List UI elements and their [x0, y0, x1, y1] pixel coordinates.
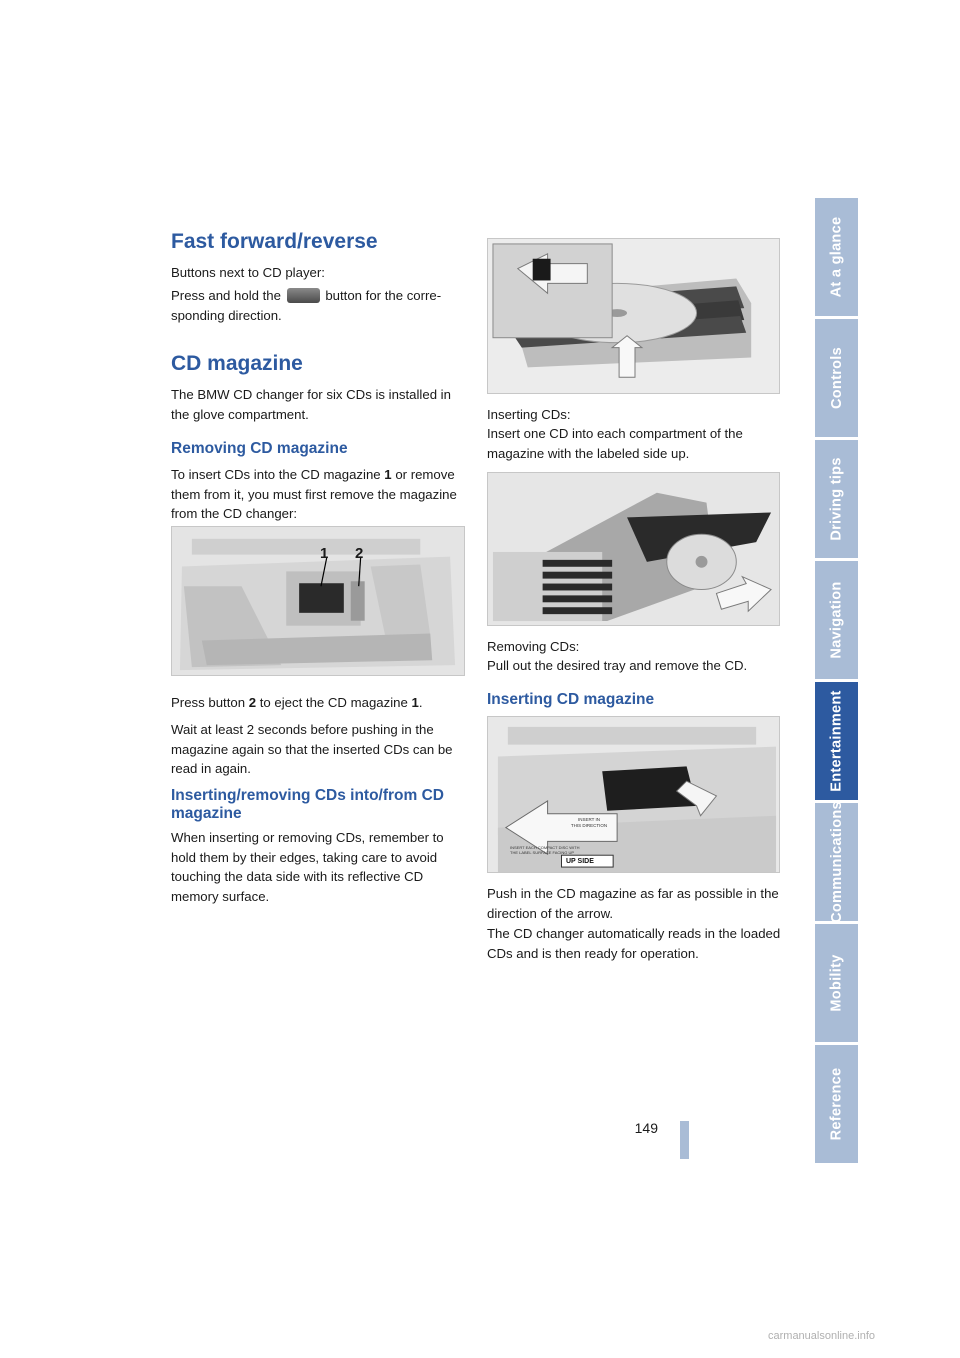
tab-label: Mobility: [828, 954, 845, 1012]
tab-mobility[interactable]: [815, 924, 858, 1042]
fig-label-2: 2: [355, 545, 364, 562]
heading-inserting-magazine: Inserting CD magazine: [487, 691, 655, 708]
tab-label: At a glance: [828, 216, 845, 298]
figure-glove-compartment: [171, 526, 465, 676]
press-text-b: button for the corre-sponding direction.: [171, 288, 442, 323]
inserting-cds-body: Insert one CD into each compartment of the magazine with the labeled side up.: [487, 426, 743, 461]
paragraph-edges: When inserting or removing CDs, remember to hold them by their edges, taking care to avoid touching the data side with its reflective CD memory surface.: [171, 830, 444, 904]
removing-cds-title: Removing CDs:: [487, 639, 580, 654]
fig-label-1: 1: [320, 545, 329, 562]
text: .: [418, 695, 423, 710]
label-line: THE LABEL SURFACE FACING UP: [510, 850, 575, 855]
figure-inserting-magazine: [487, 716, 780, 873]
paragraph-eject: [171, 693, 465, 713]
tab-label: Navigation: [828, 581, 845, 659]
tab-navigation[interactable]: [815, 561, 858, 679]
ref-number: 1: [384, 467, 392, 482]
text: Press button: [171, 695, 246, 710]
tab-entertainment[interactable]: [815, 682, 858, 800]
glove-compartment-illustration: [172, 527, 464, 675]
inserting-cds-illustration: [488, 239, 779, 393]
paragraph-auto-read: The CD changer automatically reads in the loaded CDs and is then ready for operation.: [487, 926, 781, 961]
upside-label: UP SIDE: [566, 858, 594, 865]
heading-cd-magazine: CD magazine: [171, 352, 303, 375]
seek-button-icon: [287, 288, 320, 303]
removing-cds-body: Pull out the desired tray and remove the CD.: [487, 658, 748, 673]
tab-label: Communications: [828, 801, 845, 923]
page-number: 149: [634, 1120, 658, 1136]
heading-fast-forward: Fast forward/reverse: [171, 230, 378, 253]
paragraph-wait: Wait at least 2 seconds before pushing in the magazine again so that the inserted CDs can be read in again.: [171, 722, 453, 776]
tab-label: Driving tips: [828, 457, 845, 541]
insert-instruction-label: [510, 845, 620, 855]
ref-number: 2: [248, 695, 257, 710]
tab-controls[interactable]: [815, 319, 858, 437]
page-marker-bar: [680, 1121, 689, 1159]
section-tabs: [815, 198, 858, 1166]
paragraph-insert-remove: [171, 465, 465, 524]
paragraph-buttons: Buttons next to CD player:: [171, 265, 325, 280]
press-text-a: Press and hold the: [171, 288, 281, 303]
paragraph-push: Push in the CD magazine as far as possible in the direction of the arrow.: [487, 886, 779, 921]
insert-direction-label: [563, 817, 615, 828]
ref-number: 1: [411, 695, 419, 710]
tab-communications[interactable]: [815, 803, 858, 921]
label-line: INSERT EACH COMPACT DISC WITH: [510, 845, 580, 850]
footer-watermark: carmanualsonline.info: [768, 1330, 876, 1342]
text: To insert CDs into the CD magazine: [171, 467, 381, 482]
figure-inserting-cds: [487, 238, 780, 394]
tab-reference[interactable]: [815, 1045, 858, 1163]
figure-removing-cds: [487, 472, 780, 626]
paragraph-changer: The BMW CD changer for six CDs is installed in the glove compartment.: [171, 387, 451, 422]
tab-driving-tips[interactable]: [815, 440, 858, 558]
tab-label: Reference: [828, 1067, 845, 1141]
tab-label: Controls: [828, 346, 845, 410]
tab-label: Entertainment: [828, 690, 845, 792]
paragraph-press-hold: [171, 286, 465, 325]
tab-at-a-glance[interactable]: [815, 198, 858, 316]
heading-inserting-removing: Inserting/removing CDs into/from CD magazine: [171, 787, 444, 822]
removing-cds-illustration: [488, 473, 779, 625]
heading-removing-magazine: Removing CD magazine: [171, 440, 348, 457]
text: to eject the CD magazine: [259, 695, 408, 710]
label-line: INSERT IN: [577, 817, 601, 822]
inserting-cds-title: Inserting CDs:: [487, 407, 571, 422]
text: or remove them from it, you must first remove the magazine from the CD changer:: [171, 467, 457, 521]
label-line: THIS DIRECTION: [570, 822, 608, 828]
